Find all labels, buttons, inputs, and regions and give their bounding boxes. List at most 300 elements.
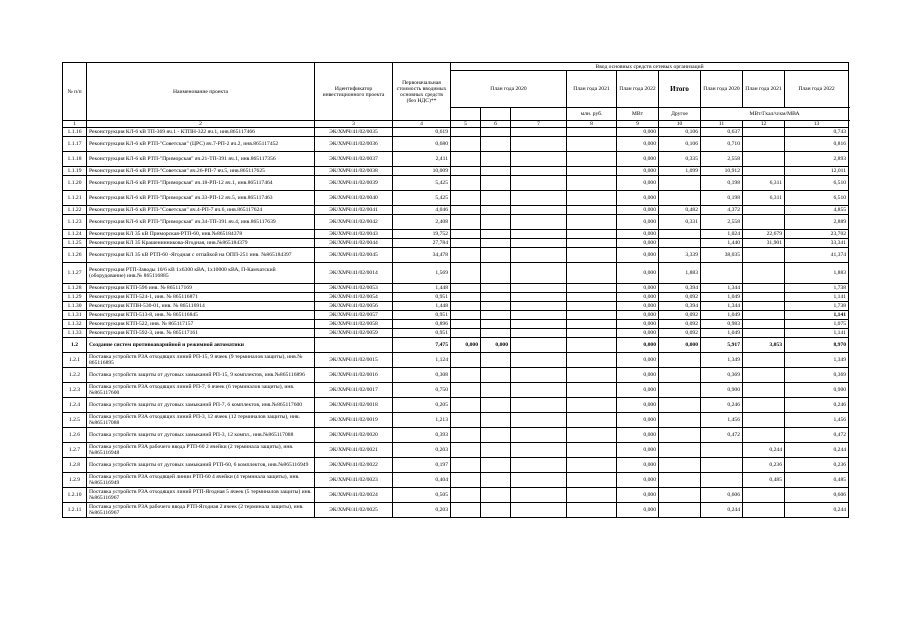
row-total: 0,244 <box>785 443 849 458</box>
col-11: 4,372 <box>701 206 743 215</box>
col-8 <box>567 311 617 320</box>
col-7 <box>511 458 567 473</box>
initial-cost: 0,619 <box>393 128 451 137</box>
row-number: 1.1.31 <box>63 311 87 320</box>
mw-value <box>451 263 481 284</box>
column-number: 8 <box>567 121 617 128</box>
row-number: 1.2.6 <box>63 428 87 443</box>
initial-cost: 7,475 <box>393 338 451 353</box>
other-value <box>481 443 511 458</box>
project-id: ЭК/ХМЧ/41/02/0014 <box>315 263 393 284</box>
mw-value <box>451 176 481 191</box>
initial-cost: 0,505 <box>393 488 451 503</box>
col-7 <box>511 473 567 488</box>
mw-value <box>451 302 481 311</box>
mw-value <box>451 248 481 263</box>
row-total: 0,472 <box>785 428 849 443</box>
col-9: 0,000 <box>617 176 659 191</box>
other-value <box>481 458 511 473</box>
col-8 <box>567 302 617 311</box>
col-8 <box>567 206 617 215</box>
col-11: 1,344 <box>701 302 743 311</box>
mw-value <box>451 167 481 176</box>
project-id: ЭК/ХМЧ/41/02/0057 <box>315 311 393 320</box>
row-total: 0,246 <box>785 398 849 413</box>
project-name: Поставка устройств РЗА отходящей линии РТП-60 4 ячейки (4 терминала защиты), инв.№865116949 <box>87 473 315 488</box>
col-11: 1,049 <box>701 293 743 302</box>
row-number: 1.2.2 <box>63 368 87 383</box>
col-11: 0,710 <box>701 137 743 152</box>
initial-cost: 1,213 <box>393 413 451 428</box>
col-9: 0,000 <box>617 488 659 503</box>
mw-value <box>451 191 481 206</box>
mw-value <box>451 503 481 518</box>
other-value <box>481 167 511 176</box>
col-8 <box>567 137 617 152</box>
col-10: 0,106 <box>659 128 701 137</box>
mw-value: 0,000 <box>451 338 481 353</box>
col-11: 2,558 <box>701 152 743 167</box>
col-7 <box>511 488 567 503</box>
table-row <box>63 458 849 473</box>
col-10 <box>659 398 701 413</box>
row-total: 1,141 <box>785 293 849 302</box>
col-10: 0,482 <box>659 206 701 215</box>
project-name: Реконструкция КЛ-6 кВ РТП-"Приморская" яч.33-РП-12 яч.5, инв.865117463 <box>87 191 315 206</box>
mw-value <box>451 329 481 338</box>
project-name: Поставка устройств защиты от дуговых замыканий РП-3, 12 компл., инв.№865117088 <box>87 428 315 443</box>
col-11: 1,456 <box>701 413 743 428</box>
col-8 <box>567 428 617 443</box>
row-number: 1.2.4 <box>63 398 87 413</box>
col-12 <box>743 368 785 383</box>
col-9: 0,000 <box>617 137 659 152</box>
col-7 <box>511 353 567 368</box>
column-number: 13 <box>785 121 849 128</box>
col-7 <box>511 128 567 137</box>
col-12: 0,485 <box>743 473 785 488</box>
col-9: 0,000 <box>617 338 659 353</box>
col-12: 0,244 <box>743 443 785 458</box>
project-id: ЭК/ХМЧ/41/02/0036 <box>315 137 393 152</box>
initial-cost: 27,784 <box>393 239 451 248</box>
table-row <box>63 338 849 353</box>
table-row <box>63 293 849 302</box>
project-id: ЭК/ХМЧ/41/02/0018 <box>315 398 393 413</box>
other-value <box>481 488 511 503</box>
col-11: 0,900 <box>701 383 743 398</box>
other-value <box>481 215 511 230</box>
initial-cost: 2,408 <box>393 215 451 230</box>
table-row <box>63 215 849 230</box>
row-total: 0,236 <box>785 458 849 473</box>
col-7 <box>511 383 567 398</box>
row-total: 33,341 <box>785 239 849 248</box>
project-name: Поставка устройств РЗА отходящих линий РП-3, 12 ячеек (12 терминалов защиты), инв.№865117088 <box>87 413 315 428</box>
project-id: ЭК/ХМЧ/41/02/0024 <box>315 488 393 503</box>
col-12 <box>743 152 785 167</box>
table-row <box>63 239 849 248</box>
col-11: 0,198 <box>701 191 743 206</box>
col-9: 0,000 <box>617 263 659 284</box>
project-id: ЭК/ХМЧ/41/02/0039 <box>315 176 393 191</box>
col-8 <box>567 329 617 338</box>
row-number: 1.1.25 <box>63 239 87 248</box>
table-row <box>63 137 849 152</box>
row-total: 0,606 <box>785 488 849 503</box>
other-value <box>481 248 511 263</box>
mw-value <box>451 128 481 137</box>
initial-cost: 0,951 <box>393 329 451 338</box>
other-value <box>481 383 511 398</box>
project-id: ЭК/ХМЧ/41/02/0016 <box>315 368 393 383</box>
header-name: Наименование проекта <box>87 63 315 121</box>
mw-value <box>451 353 481 368</box>
row-number: 1.1.19 <box>63 167 87 176</box>
project-id: ЭК/ХМЧ/41/02/0017 <box>315 383 393 398</box>
table-row <box>63 128 849 137</box>
col-8 <box>567 191 617 206</box>
mw-value <box>451 413 481 428</box>
initial-cost: 0,393 <box>393 428 451 443</box>
project-id: ЭК/ХМЧ/41/02/0056 <box>315 302 393 311</box>
col-7 <box>511 443 567 458</box>
initial-cost: 0,680 <box>393 137 451 152</box>
mw-value <box>451 311 481 320</box>
col-10 <box>659 413 701 428</box>
other-value <box>481 503 511 518</box>
other-value <box>481 176 511 191</box>
table-row <box>63 167 849 176</box>
col-9: 0,000 <box>617 167 659 176</box>
col-12 <box>743 206 785 215</box>
row-total: 1,456 <box>785 413 849 428</box>
initial-cost: 0,197 <box>393 458 451 473</box>
col-8 <box>567 338 617 353</box>
col-7 <box>511 191 567 206</box>
table-row <box>63 248 849 263</box>
row-total: 0,244 <box>785 503 849 518</box>
col-7 <box>511 206 567 215</box>
row-number: 1.1.22 <box>63 206 87 215</box>
col-9: 0,000 <box>617 383 659 398</box>
project-name: Реконструкция КЛ 35 кВ Приморская-РТП-60, инв.№865184378 <box>87 230 315 239</box>
row-number: 1.1.21 <box>63 191 87 206</box>
other-value <box>481 152 511 167</box>
row-total: 6,510 <box>785 191 849 206</box>
col-11: 1,049 <box>701 329 743 338</box>
table-row <box>63 302 849 311</box>
mw-value <box>451 152 481 167</box>
initial-cost: 0,308 <box>393 368 451 383</box>
table-row <box>63 152 849 167</box>
col-7 <box>511 413 567 428</box>
initial-cost: 0,205 <box>393 398 451 413</box>
project-name: Реконструкция КТПН-530-01, инв. № 865116914 <box>87 302 315 311</box>
col-10 <box>659 443 701 458</box>
row-number: 1.1.24 <box>63 230 87 239</box>
col-8 <box>567 353 617 368</box>
col-12: 6,311 <box>743 191 785 206</box>
row-total: 0,816 <box>785 137 849 152</box>
unit-mid: МВт/Гкал/ч/км/МВА <box>701 108 849 121</box>
col-7 <box>511 338 567 353</box>
header-plan-2022a: План года 2022 <box>617 71 659 108</box>
project-id: ЭК/ХМЧ/41/02/0041 <box>315 206 393 215</box>
other-value <box>481 206 511 215</box>
table-row <box>63 320 849 329</box>
row-number: 1.2.9 <box>63 473 87 488</box>
col-11: 10,912 <box>701 167 743 176</box>
col-12 <box>743 428 785 443</box>
col-11: 0,637 <box>701 128 743 137</box>
project-name: Реконструкция РТП-Заводы 10/6 кВ 1х6300 кВА, 1х10000 кВА, П-Камчатский (оборудование) инв.№ 865116885 <box>87 263 315 284</box>
col-9: 0,000 <box>617 428 659 443</box>
col-8 <box>567 263 617 284</box>
col-9: 0,000 <box>617 329 659 338</box>
col-12 <box>743 263 785 284</box>
row-number: 1.2.10 <box>63 488 87 503</box>
col-12 <box>743 248 785 263</box>
project-name: Реконструкция КЛ-6 кВ РТП-"Советская" яч.4-РП-7 яч.6, инв.865117624 <box>87 206 315 215</box>
col-8 <box>567 458 617 473</box>
col-12 <box>743 398 785 413</box>
row-total: 2,893 <box>785 152 849 167</box>
col-10: 0,106 <box>659 137 701 152</box>
col-11: 5,917 <box>701 338 743 353</box>
row-total: 0,743 <box>785 128 849 137</box>
col-9: 0,000 <box>617 458 659 473</box>
row-number: 1.1.23 <box>63 215 87 230</box>
row-number: 1.1.33 <box>63 329 87 338</box>
header-total-a: Итого <box>659 71 701 108</box>
header-num: № п/п <box>63 63 87 121</box>
col-11: 1,024 <box>701 230 743 239</box>
col-8 <box>567 293 617 302</box>
col-11: 0,198 <box>701 176 743 191</box>
col-10: 0,092 <box>659 293 701 302</box>
col-8 <box>567 215 617 230</box>
row-total: 2,889 <box>785 215 849 230</box>
col-12 <box>743 284 785 293</box>
row-number: 1.2.3 <box>63 383 87 398</box>
row-number: 1.2 <box>63 338 87 353</box>
project-name: Реконструкция КЛ-6 кВ РТП-"Советская" (ЦРС) яч.7-РП-2 яч.2, инв.865117452 <box>87 137 315 152</box>
col-9: 0,000 <box>617 152 659 167</box>
project-id: ЭК/ХМЧ/41/02/0042 <box>315 215 393 230</box>
initial-cost: 0,951 <box>393 311 451 320</box>
other-value: 0,000 <box>481 338 511 353</box>
col-11: 1,344 <box>701 284 743 293</box>
initial-cost: 0,750 <box>393 383 451 398</box>
initial-cost: 1,569 <box>393 263 451 284</box>
row-number: 1.2.7 <box>63 443 87 458</box>
col-7 <box>511 503 567 518</box>
col-11: 0,472 <box>701 428 743 443</box>
col-8 <box>567 488 617 503</box>
project-name: Поставка устройств РЗА рабочего ввода РТП-Ягодная 2 ячеек (2 терминала защиты), инв.№865116967 <box>87 503 315 518</box>
project-name: Реконструкция КЛ-6 кВ ТП-369 яч.1 - КТПН-322 яч.1, инв.865117466 <box>87 128 315 137</box>
col-12 <box>743 167 785 176</box>
header-plan-2020b: План года 2020 <box>701 71 743 108</box>
row-total: 6,510 <box>785 176 849 191</box>
row-number: 1.2.1 <box>63 353 87 368</box>
col-10: 0,331 <box>659 215 701 230</box>
col-7 <box>511 215 567 230</box>
table-row <box>63 443 849 458</box>
row-number: 1.1.32 <box>63 320 87 329</box>
row-number: 1.1.17 <box>63 137 87 152</box>
col-10: 0,092 <box>659 311 701 320</box>
table-row <box>63 176 849 191</box>
col-12 <box>743 488 785 503</box>
other-value <box>481 137 511 152</box>
col-11 <box>701 443 743 458</box>
project-name: Реконструкция КЛ 35 Крашенинникова-Ягодная, инв.№865184379 <box>87 239 315 248</box>
col-7 <box>511 137 567 152</box>
other-value <box>481 230 511 239</box>
col-9: 0,000 <box>617 503 659 518</box>
col-8 <box>567 320 617 329</box>
col-7 <box>511 263 567 284</box>
mw-value <box>451 137 481 152</box>
col-10 <box>659 368 701 383</box>
project-name: Создание систем противоаварийной и режимной автоматики <box>87 338 315 353</box>
unit-initial: млн. руб. <box>567 108 617 121</box>
col-8 <box>567 230 617 239</box>
project-id <box>315 338 393 353</box>
col-10 <box>659 239 701 248</box>
col-9: 0,000 <box>617 353 659 368</box>
col-12 <box>743 311 785 320</box>
col-9: 0,000 <box>617 248 659 263</box>
col-7 <box>511 248 567 263</box>
project-id: ЭК/ХМЧ/41/02/0058 <box>315 320 393 329</box>
initial-cost: 0,203 <box>393 503 451 518</box>
col-7 <box>511 239 567 248</box>
mw-value <box>451 443 481 458</box>
col-10: 1,883 <box>659 263 701 284</box>
table-row <box>63 263 849 284</box>
col-9: 0,000 <box>617 311 659 320</box>
project-name: Реконструкция КЛ-6 кВ РТП-"Приморская" яч.18-РП-12 яч.1, инв.865117464 <box>87 176 315 191</box>
col-9: 0,000 <box>617 293 659 302</box>
table-row <box>63 311 849 320</box>
col-8 <box>567 284 617 293</box>
header-id: Идентификатор инвестиционного проекта <box>315 63 393 121</box>
row-number: 1.2.5 <box>63 413 87 428</box>
col-11: 1,440 <box>701 239 743 248</box>
project-name: Поставка устройств защиты от дуговых замыканий РП-7, 6 комплектов, инв.№865117600 <box>87 398 315 413</box>
col-11 <box>701 263 743 284</box>
project-name: Поставка устройств РЗА отходящих линий РТП-Ягодная 5 ячеек (5 терминалов защиты) инв.№865116967 <box>87 488 315 503</box>
other-value <box>481 191 511 206</box>
col-8 <box>567 413 617 428</box>
project-name: Поставка устройств защиты от дуговых замыканий РТП-60, 6 комплектов, инв.№865116949 <box>87 458 315 473</box>
column-number-row <box>63 121 849 128</box>
project-id: ЭК/ХМЧ/41/02/0020 <box>315 428 393 443</box>
other-value <box>481 128 511 137</box>
col-8 <box>567 398 617 413</box>
col-9: 0,000 <box>617 398 659 413</box>
col-7 <box>511 368 567 383</box>
other-value <box>481 284 511 293</box>
row-total: 0,369 <box>785 368 849 383</box>
row-total: 4,855 <box>785 206 849 215</box>
row-number: 1.1.26 <box>63 248 87 263</box>
project-id: ЭК/ХМЧ/41/02/0053 <box>315 284 393 293</box>
col-9: 0,000 <box>617 302 659 311</box>
mw-value <box>451 239 481 248</box>
col-10 <box>659 176 701 191</box>
row-number: 1.1.27 <box>63 263 87 284</box>
project-name: Реконструкция КТП-522, инв. № 865117157 <box>87 320 315 329</box>
row-total: 1,141 <box>785 329 849 338</box>
project-id: ЭК/ХМЧ/41/02/0037 <box>315 152 393 167</box>
col-10: 0,092 <box>659 320 701 329</box>
col-9: 0,000 <box>617 413 659 428</box>
mw-value <box>451 368 481 383</box>
col-10: 0,394 <box>659 302 701 311</box>
initial-cost: 5,425 <box>393 176 451 191</box>
col-12 <box>743 383 785 398</box>
table-row <box>63 191 849 206</box>
table-row <box>63 368 849 383</box>
col-9: 0,000 <box>617 368 659 383</box>
project-id: ЭК/ХМЧ/41/02/0023 <box>315 473 393 488</box>
table-row <box>63 230 849 239</box>
row-total: 23,702 <box>785 230 849 239</box>
other-value <box>481 368 511 383</box>
row-total: 1,883 <box>785 263 849 284</box>
col-7 <box>511 167 567 176</box>
col-12 <box>743 128 785 137</box>
col-8 <box>567 443 617 458</box>
col-10: 1,099 <box>659 167 701 176</box>
col-10 <box>659 191 701 206</box>
mw-value <box>451 398 481 413</box>
project-name: Поставка устройств РЗА отходящих линий РП-7, 6 ячеек (6 терминалов защиты), инв.№865117600 <box>87 383 315 398</box>
table-row <box>63 488 849 503</box>
row-number: 1.2.8 <box>63 458 87 473</box>
col-12: 0,236 <box>743 458 785 473</box>
header-group-title: Ввод основных средств сетевых организаций <box>451 63 849 71</box>
column-number: 5 <box>451 121 481 128</box>
row-number: 1.1.18 <box>63 152 87 167</box>
col-9: 0,000 <box>617 215 659 230</box>
other-value <box>481 293 511 302</box>
project-id: ЭК/ХМЧ/41/02/0059 <box>315 329 393 338</box>
col-7 <box>511 230 567 239</box>
table-row <box>63 383 849 398</box>
col-12 <box>743 302 785 311</box>
column-number: 2 <box>87 121 315 128</box>
project-id: ЭК/ХМЧ/41/02/0054 <box>315 293 393 302</box>
row-number: 1.1.16 <box>63 128 87 137</box>
col-10 <box>659 488 701 503</box>
col-12 <box>743 329 785 338</box>
col-8 <box>567 503 617 518</box>
mw-value <box>451 488 481 503</box>
table-row <box>63 284 849 293</box>
initial-cost: 1,448 <box>393 302 451 311</box>
project-id: ЭК/ХМЧ/41/02/0038 <box>315 167 393 176</box>
initial-cost: 5,425 <box>393 191 451 206</box>
row-total: 1,349 <box>785 353 849 368</box>
col-12 <box>743 353 785 368</box>
table-row <box>63 329 849 338</box>
col-9: 0,000 <box>617 443 659 458</box>
